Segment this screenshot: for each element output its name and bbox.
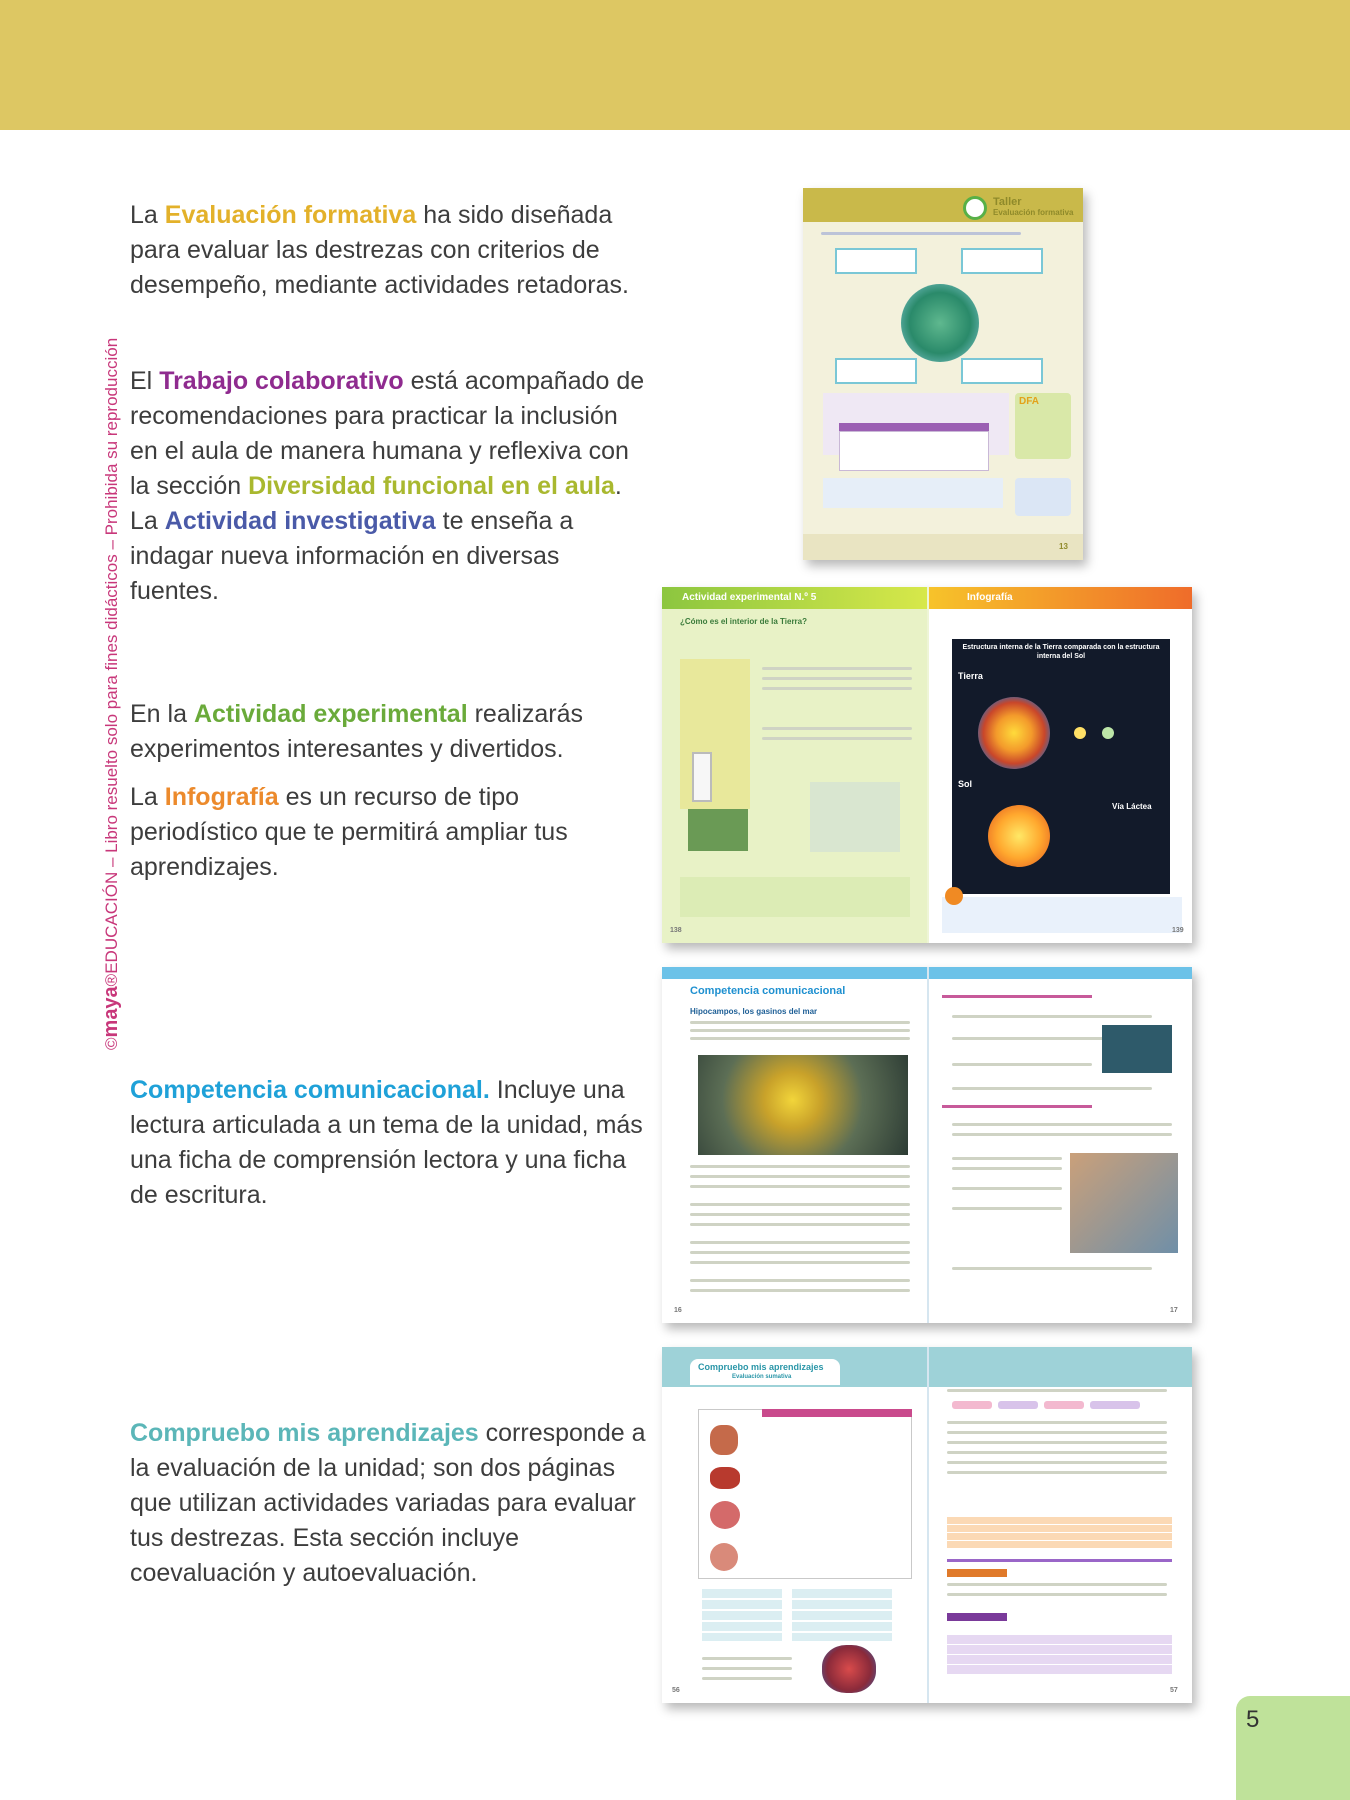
text-line bbox=[690, 1175, 910, 1178]
materials-box bbox=[680, 659, 750, 809]
text: te enseña a indagar nueva información en diversas fuentes. bbox=[130, 507, 574, 605]
text-line bbox=[952, 1167, 1062, 1170]
text: es un recurso de tipo periodístico que te permitirá ampliar tus aprendizajes. bbox=[130, 783, 568, 881]
experimental-question: ¿Cómo es el interior de la Tierra? bbox=[680, 617, 807, 626]
dfa-label: DFA bbox=[1019, 396, 1039, 407]
text-line bbox=[821, 232, 1021, 235]
self-evaluation-table bbox=[947, 1635, 1172, 1675]
infographic-title: Estructura interna de la Tierra comparada con la estructura interna del Sol bbox=[962, 644, 1160, 660]
text-line bbox=[947, 1441, 1167, 1444]
reading-title: Hipocampos, los gasinos del mar bbox=[690, 1007, 818, 1016]
test-tube-image bbox=[692, 752, 712, 802]
sun-structure-image bbox=[988, 805, 1050, 867]
text-line bbox=[947, 1583, 1167, 1586]
text: ha sido diseñada para evaluar las destrezas con criterios de desempeño, mediante actividades retadoras. bbox=[130, 201, 629, 299]
text-line bbox=[690, 1029, 910, 1032]
highlight-evaluacion-formativa: Evaluación formativa bbox=[164, 201, 417, 229]
tip-box bbox=[1015, 478, 1071, 516]
autoevaluacion-label-bar bbox=[947, 1613, 1007, 1621]
stomach-image bbox=[710, 1543, 738, 1571]
table-header bbox=[839, 423, 989, 431]
text-line bbox=[762, 667, 912, 670]
page-left-number: 16 bbox=[674, 1307, 682, 1314]
copyright-text: ®EDUCACIÓN – Libro resuelto solo para fines didácticos – Prohibida su reproducción bbox=[102, 337, 121, 987]
paragraph-compruebo-aprendizajes bbox=[130, 1416, 650, 1591]
paragraph-competencia-comunicacional bbox=[130, 1073, 650, 1213]
questions-box bbox=[942, 897, 1182, 933]
highlight-diversidad-funcional: Diversidad funcional en el aula bbox=[248, 472, 615, 500]
seahorse-image bbox=[698, 1055, 908, 1155]
text-line bbox=[947, 1471, 1167, 1474]
heart-image bbox=[822, 1645, 876, 1693]
page-right-number: 17 bbox=[1170, 1307, 1178, 1314]
page-number-small: 13 bbox=[1059, 542, 1068, 551]
text-line bbox=[952, 1087, 1152, 1090]
text-line bbox=[702, 1677, 792, 1680]
text-line bbox=[947, 1421, 1167, 1424]
text-line bbox=[952, 1187, 1062, 1190]
text-line bbox=[762, 687, 912, 690]
text-line bbox=[690, 1289, 910, 1292]
word-chip bbox=[1044, 1401, 1084, 1409]
research-box bbox=[823, 478, 1003, 508]
highlight-actividad-experimental: Actividad experimental bbox=[193, 700, 468, 728]
table-header bbox=[762, 1409, 912, 1417]
thumbnail-competencia-comunicacional bbox=[662, 967, 1192, 1323]
answer-box bbox=[835, 248, 917, 274]
word-chip bbox=[1090, 1401, 1140, 1409]
question-icon bbox=[945, 887, 963, 905]
text-line bbox=[690, 1037, 910, 1040]
thumbnail-compruebo-aprendizajes bbox=[662, 1347, 1192, 1703]
via-lactea-label: Vía Láctea bbox=[1112, 802, 1152, 811]
text: En la bbox=[130, 700, 194, 728]
copyright-side-note bbox=[100, 338, 123, 1050]
page-left-number: 56 bbox=[672, 1687, 680, 1694]
text-line bbox=[762, 677, 912, 680]
tierra-label: Tierra bbox=[958, 671, 983, 681]
text-line bbox=[952, 1015, 1152, 1018]
paragraph-infografia bbox=[130, 780, 650, 885]
text-line bbox=[952, 1063, 1092, 1066]
highlight-actividad-investigativa: Actividad investigativa bbox=[164, 507, 436, 535]
section-rule bbox=[942, 1105, 1092, 1108]
matching-column-left bbox=[702, 1589, 782, 1641]
text-line bbox=[952, 1157, 1062, 1160]
leaves-image bbox=[688, 809, 748, 851]
coevaluacion-label-bar bbox=[947, 1569, 1007, 1577]
text-line bbox=[690, 1279, 910, 1282]
text-line bbox=[947, 1593, 1167, 1596]
page-left-number: 138 bbox=[670, 927, 682, 934]
copyright-symbol: © bbox=[102, 1037, 121, 1050]
thumbnail-subtitle: Evaluación formativa bbox=[993, 208, 1074, 217]
text-line bbox=[947, 1389, 1167, 1392]
highlight-trabajo-colaborativo: Trabajo colaborativo bbox=[159, 367, 404, 395]
check-icon bbox=[963, 196, 987, 220]
text: corresponde a la evaluación de la unidad; son dos páginas que utilizan actividades variadas para evaluar tus destrezas. Esta sección incluye coevaluación y autoevaluación. bbox=[130, 1419, 646, 1587]
text-line bbox=[952, 1267, 1152, 1270]
text-line bbox=[702, 1667, 792, 1670]
thumbnail-taller-evaluacion bbox=[803, 188, 1083, 560]
earth-structure-image bbox=[978, 697, 1050, 769]
text-line bbox=[690, 1223, 910, 1226]
text-line bbox=[762, 737, 912, 740]
section-rule bbox=[947, 1559, 1172, 1562]
page-number: 5 bbox=[1246, 1706, 1260, 1733]
text: La bbox=[130, 201, 165, 229]
text-line bbox=[690, 1021, 910, 1024]
text-line bbox=[952, 1123, 1172, 1126]
text-line bbox=[947, 1461, 1167, 1464]
text-line bbox=[690, 1203, 910, 1206]
earth-small-image bbox=[1102, 727, 1114, 739]
compruebo-subtitle: Evaluación sumativa bbox=[732, 1374, 792, 1380]
highlight-infografia: Infografía bbox=[164, 783, 279, 811]
page-right-number: 57 bbox=[1170, 1687, 1178, 1694]
page-fold bbox=[927, 967, 929, 1323]
text: El bbox=[130, 367, 160, 395]
children-laptop-image bbox=[1070, 1153, 1178, 1253]
page-fold bbox=[927, 1347, 929, 1703]
experimental-title: Actividad experimental N.º 5 bbox=[682, 592, 817, 603]
word-chip bbox=[952, 1401, 992, 1409]
text-line bbox=[952, 1133, 1172, 1136]
paragraph-actividad-experimental bbox=[130, 697, 650, 767]
seahorse-small-image bbox=[1102, 1025, 1172, 1073]
competencia-title: Competencia comunicacional bbox=[690, 985, 846, 997]
paragraph-trabajo-colaborativo bbox=[130, 364, 650, 609]
results-box bbox=[680, 877, 910, 917]
word-chip bbox=[998, 1401, 1038, 1409]
mouth-image bbox=[710, 1501, 740, 1529]
page-right-number: 139 bbox=[1172, 927, 1184, 934]
text-line bbox=[690, 1251, 910, 1254]
text-line bbox=[762, 727, 912, 730]
ecosystem-image bbox=[901, 284, 979, 362]
text-line bbox=[690, 1213, 910, 1216]
answer-box bbox=[961, 248, 1043, 274]
sequence-table bbox=[947, 1517, 1172, 1549]
text: realizarás experimentos interesantes y divertidos. bbox=[130, 700, 583, 763]
sol-label: Sol bbox=[958, 779, 973, 789]
text-line bbox=[690, 1165, 910, 1168]
compruebo-title: Compruebo mis aprendizajes bbox=[698, 1362, 824, 1372]
text-line bbox=[690, 1241, 910, 1244]
intestine-image bbox=[710, 1425, 738, 1455]
text: Incluye una lectura articulada a un tema de la unidad, más una ficha de comprensión lectora y una ficha de escritura. bbox=[130, 1076, 643, 1209]
answer-box bbox=[961, 358, 1043, 384]
thumbnail-title: Taller bbox=[993, 196, 1022, 208]
top-color-band bbox=[0, 0, 1350, 130]
brand-name: maya bbox=[100, 986, 122, 1038]
text-line bbox=[690, 1261, 910, 1264]
text-line bbox=[947, 1431, 1167, 1434]
text-line bbox=[702, 1657, 792, 1660]
section-rule bbox=[942, 995, 1092, 998]
text: . La bbox=[130, 472, 622, 535]
highlight-compruebo-aprendizajes: Compruebo mis aprendizajes bbox=[130, 1419, 479, 1447]
paragraph-evaluacion-formativa bbox=[130, 198, 650, 303]
text: La bbox=[130, 783, 165, 811]
answer-box bbox=[835, 358, 917, 384]
table-body bbox=[839, 431, 989, 471]
matching-column-right bbox=[792, 1589, 892, 1641]
infographic-panel bbox=[952, 639, 1170, 894]
text-line bbox=[690, 1185, 910, 1188]
sun-small-image bbox=[1074, 727, 1086, 739]
thumbnail-actividad-experimental bbox=[662, 587, 1192, 943]
liver-image bbox=[710, 1467, 740, 1489]
highlight-competencia-comunicacional: Competencia comunicacional. bbox=[130, 1076, 490, 1104]
text-line bbox=[947, 1451, 1167, 1454]
infografia-label: Infografía bbox=[967, 592, 1013, 603]
text-line bbox=[952, 1207, 1062, 1210]
thumbnail-footer bbox=[803, 534, 1083, 560]
text: está acompañado de recomendaciones para practicar la inclusión en el aula de manera humana y reflexiva con la sección bbox=[130, 367, 645, 500]
cylinders-image bbox=[810, 782, 900, 852]
